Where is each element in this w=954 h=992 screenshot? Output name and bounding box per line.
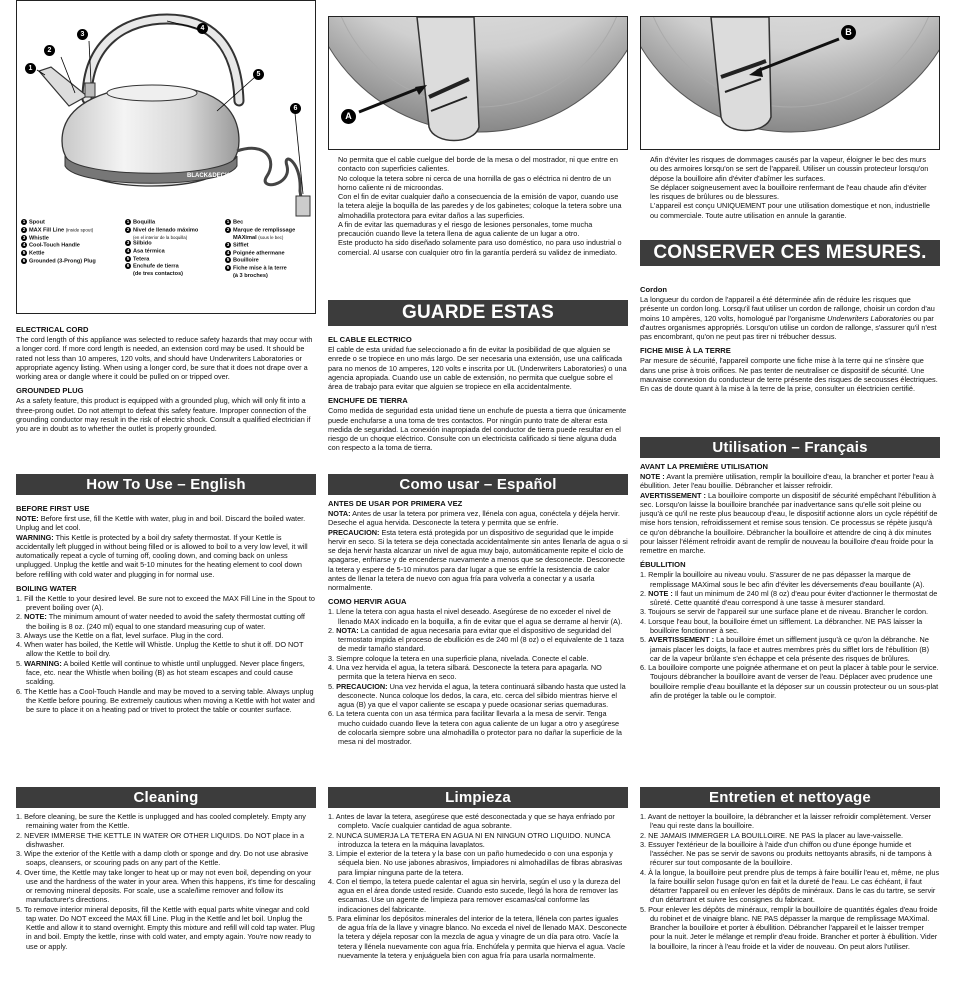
utilisation-banner: Utilisation – Français [640,437,940,458]
hervir-steps [328,607,628,746]
list-item: 4. Con el tiempo, la tetera puede calentar el agua sin hervirla, según el uso y la dureza del agua en el área donde usted reside. Cuando esto sucede, llegó la hora de remover las escamas. Use un agente de limpieza para remover escamas/cal conforme las indicaciones del fabricante. [328,876,621,914]
list-item: 1. Before cleaning, be sure the Kettle is unplugged and has cooled completely. Empty any remaining water from the Kettle. [16,812,306,831]
list-item: 4. Lorsque l'eau bout, la bouilloire émet un sifflement. La débrancher. NE PAS laisser la bouilloire fonctionner à sec. [640,616,923,635]
cordon-section [640,280,940,393]
callout-b: B [841,25,856,40]
warning-paragraph: WARNING: This Kettle is protected by a boil dry safety thermostat. If your Kettle is accidentally left plugged in without being filled or is allowed to boil to a very low level, it will automatically repeat a cycle of turning off, cooling down, and coming back on unless unplugged. Unplug the kettle and wait 5-10 minutes for the heating element to cool down before refilling with cold water and plugging in for normal use. [16,532,308,579]
electrical-cord-heading: ELECTRICAL CORD [16,325,89,334]
list-item: 1. Fill the Kettle to your desired level. Be sure not to exceed the MAX Fill Line in the Spout to prevent boiling over (A). [16,593,315,613]
cable-heading: EL CABLE ELECTRICO [328,335,412,344]
list-item: 4. À la longue, la bouilloire peut prendre plus de temps à faire bouillir l'eau et, même, ne plus la faire bouillir selon l'usage qu'on en fait et la dureté de l'eau. Le cas échéant, il faut détartrer l'appareil ou en enlever les dépôts de minéraux. Dans le cas du tartre, se servir d'un détartrant et suivre les consignes du fabricant. [640,867,940,905]
boiling-water-heading: BOILING WATER [16,583,77,593]
intro-text: Afin d'éviter les risques de dommages causés par la vapeur, éloigner le bec des murs ou des armoires lorsqu'on se sert de l'appareil. Utiliser un coussin protecteur lorsqu'on dépose la bouilloire afin d'éviter d'abîmer les surfaces. Se déplacer soigneusement avec la bouilloire renfermant de l'eau chaude afin d'éviter les risques de brûlures ou de blessures. L'appareil est conçu UNIQUEMENT pour une utilisation domestique et non, industrielle ou commerciale. Toute autre utilisation en annule la garantie. [650,155,930,220]
legend-french: 1 Bec 2 Marque de remplissage MAXimal (sous le bec) 3 Sifflet 4 Poignée athermane 5 Bouilloire 6 Fiche mise à la terre (à 3 broches) [226,219,296,279]
list-item: 1. Llene la tetera con agua hasta el nivel deseado. Asegúrese de no exceder el nivel de llenado MAX indicado en la boquilla, a fin de evitar que el agua se derrame al hervir (A). [328,607,623,626]
limpieza-steps [328,812,628,960]
list-item: 5. Pour enlever les dépôts de minéraux, remplir la bouilloire de quantités égales d'eau froide du robinet et de vinaigre blanc. NE PAS dépasser la marque de remplissage MAXimal. Brancher la bouilloire et porter à ébullition. Débrancher l'appareil et le laisser tremper pour la nuit. Jeter le mélange et remplir d'eau froide. Brancher et porter à ébullition. Vider la bouilloire, la rincer à l'eau froide et la vider de nouveau. On peut alors l'utiliser. [640,904,938,951]
list-item: 2. NOTE: The minimum amount of water needed to avoid the safety thermostat cutting off the boiling is 8 oz. (240 ml) equal to one standard measuring cup of water. [16,612,305,631]
list-item: 5. PRECAUCION: Una vez hervida el agua, la tetera continuará silbando hasta que usted la desconecte. Nunca coloque los dedos, la cara, etc. cerca del silbido mientras hierve el agua (B) ya que el vapor caliente se escapa y puede ocasionar serias quemaduras. [328,681,626,710]
list-item: 3. Siempre coloque la tetera en una superficie plana, nivelada. Conecte el cable. [328,653,589,663]
cordon-text: La longueur du cordon de l'appareil a été déterminée afin de réduire les risques que présente un cordon long. Lorsqu'il faut utiliser un cordon de rallonge, choisir un cordon d'au moins 10 ampères, 120 volts, homologué par l'organisme Underwriters Laboratories ou par d'autres organismes appropriés. Lorsqu'on utilise un cordon de rallonge, s'assurer qu'il n'est pas encombrant, qu'on ne peut pas tirer ni trébucher dessus. [640,295,937,342]
list-item: 2. NUNCA SUMERJA LA TETERA EN AGUA NI EN NINGUN OTRO LIQUIDO. NUNCA introduzca la tetera en la máquina lavaplatos. [328,830,611,849]
list-item: 1. Remplir la bouilloire au niveau voulu. S'assurer de ne pas dépasser la marque de remplissage MAXimal sous le bec afin d'éviter les déversements d'eau bouillante (A). [640,570,925,589]
callout-6: 6 [290,103,301,114]
grounded-plug-heading: GROUNDED PLUG [16,386,84,396]
list-item: 4. Over time, the Kettle may take longer to heat up or may not even boil, depending on your use and the hardness of the water in your area. When this happens, it's time for descaling or removing mineral deposits. For scale, use a scale/lime remover and follow its manufacturer's directions. [16,867,316,905]
legend-spanish: 1 Boquilla 2 Nivel de llenado máximo (en el interior de la boquilla) 3 Silbido 4 Asa térmica 5 Tetera 6 Enchufe de tierra (de tres contactos) [126,219,199,278]
list-item: 3. Toujours se servir de l'appareil sur une surface plane et de niveau. Brancher le cordon. [640,607,929,617]
note-paragraph: NOTE: Before first use, fill the Kettle with water, plug in and boil. Discard the boiled water. Unplug and let cool. [16,514,306,533]
list-item: 5. WARNING: A boiled Kettle will continue to whistle until unplugged. Never place fingers, face, etc. near the Whistle when boiling (B) as hot steam escapes and could cause scalding. [16,658,305,687]
list-item: 6. The Kettle has a Cool-Touch Handle and may be moved to a serving table. Always unplug the Kettle before pouring. Be extremely cautious when moving a Kettle with hot water and be sure to place it on a heating pad or trivet to protect the table or counter surface. [16,686,315,715]
callout-2: 2 [44,45,55,56]
list-item: 2. NOTE : Il faut un minimum de 240 ml (8 oz) d'eau pour éviter d'actionner le thermostat de sûreté. Cette quantité d'eau correspond à une tasse à mesurer standard. [640,588,938,608]
limpieza-section [328,812,628,960]
conserver-banner: CONSERVER CES MESURES. [640,240,940,266]
avertissement-paragraph: AVERTISSEMENT : La bouilloire comporte un dispositif de sécurité empêchant l'ébullition à sec. Lorsqu'on laisse la bouilloire branchée par inadvertance sans qu'elle soit pleine ou jusqu'à ce qu'il ne reste plus beaucoup d'eau, le dispositif actionne alors un cycle répétitif de mise hors tension, refroidissement et remise sous tension. Ce processus se répète jusqu'à ce qu'on débranche la bouilloire. Débrancher la bouilloire et attendre de cinq à dix minutes pour laisser l'élément refroidir avant de remplir de nouveau la bouilloire d'eau froide pour la remettre en marche. [640,490,938,556]
boiling-water-steps [16,594,316,714]
column-french [640,0,940,992]
precaucion-paragraph: PRECAUCION: Esta tetera está protegida por un dispositivo de seguridad que le impide hervir en seco. Si la tetera se deja conectada accidentalmente sin antes llenarla de agua o si se deja hervir hasta alcanzar un nivel de agua muy bajo, automáticamente repite el ciclo de apagarse, enfriarse y de encenderse nuevamente a menos que se desconecte. Desconecte la tetera y espere de 5-10 minutos para dar lugar a que se enfríe la resistencia de calor antes de llenar la tetera de nuevo con agua fría para volverla a conectar y a usarla normalmente. [328,527,628,593]
entretien-section [640,812,940,951]
kettle-illustration [17,1,316,219]
cable-section [328,330,628,453]
list-item: 1. Antes de lavar la tetera, asegúrese que esté desconectada y que se haya enfriado por completo. Vacíe cualquier cantidad de agua sobrante. [328,812,615,831]
french-intro [650,155,934,220]
list-item: 3. Always use the Kettle on a flat, level surface. Plug in the cord. [16,630,224,640]
cleaning-steps [16,812,316,951]
fiche-heading: FICHE MISE À LA TERRE [640,346,731,356]
column-spanish [328,0,628,992]
column-english [16,0,316,992]
list-item: 5. AVERTISSEMENT : La bouilloire émet un sifflement jusqu'à ce qu'on la débranche. Ne jamais placer les doigts, la face et autres membres près du sifflet lors de l'ébullition (B) car de la vapeur brûlante s'en échappe et cela présente des risques de brûlures. [640,635,930,663]
callout-a: A [341,109,356,124]
enchufe-text: Como medida de seguridad esta unidad tiene un enchufe de puesta a tierra que únicamente puede enchufarse a una toma de tres contactos. Por ningún punto trate de alterar esta medida de seguridad. La conexión inapropiada del conductor de tierra puede resultar en el riesgo de un choque eléctrico. Consulte con un electricista calificado si tiene alguna duda con respecto a la toma de tierra. [328,406,627,453]
antes-heading: ANTES DE USAR POR PRIMERA VEZ [328,499,463,508]
list-item: 2. NEVER IMMERSE THE KETTLE IN WATER OR OTHER LIQUIDS. Do NOT place in a dishwasher. [16,830,305,849]
como-usar-banner: Como usar – Español [328,474,628,495]
callout-4: 4 [197,23,208,34]
avant-heading: AVANT LA PREMIÈRE UTILISATION [640,462,768,471]
spanish-intro [338,155,622,257]
callout-3: 3 [77,29,88,40]
cleaning-section [16,812,316,951]
note-paragraph: NOTE : Avant la première utilisation, remplir la bouilloire d'eau, la brancher et porter l'eau à ébullition. Jeter l'eau bouillie. Débrancher et laisser refroidir. [640,472,934,491]
before-first-use-heading: BEFORE FIRST USE [16,504,90,513]
how-to-use-banner: How To Use – English [16,474,316,495]
brand-text: BLACK&DECKER [187,173,238,179]
list-item: 3. Limpie el exterior de la tetera y la base con un paño humedecido o con una esponja y séquela bien. No use jabones abrasivos, limpiadores ni almohadillas de fibras abrasivas para limpiar ninguna parte de la tetera. [328,849,623,877]
cleaning-banner: Cleaning [16,787,316,808]
cable-text: El cable de esta unidad fue seleccionado a fin de evitar la posibilidad de que alguien se enrede o se tropiece en uno más largo. De ser necesaria una extensión, use una calificada para no menos de 10 amperes, 120 volts e inscrita por UL (Underwriters Laboratories) o una agencia apropiada. Cuando use un cable de extensión, no permita que cuelgue sobre el área de trabajo para evitar que alguien se tropiece en ella accidentalmente. [328,345,627,392]
whistle-detail-figure [640,16,940,150]
entretien-steps [640,812,940,951]
nota-paragraph: NOTA: Antes de usar la tetera por primera vez, llénela con agua, conéctela y déjela hervir. Deseche el agua hervida. Desconecte la tetera y permita que se enfríe. [328,509,620,528]
intro-text: No permita que el cable cuelgue del borde de la mesa o del mostrador, ni que entre en contacto con superficies calientes. No coloque la tetera sobre ni cerca de una hornilla de gas o eléctrica ni dentro de un horno caliente ni de microondas. Con el fin de evitar cualquier daño a consecuencia de la emisión de vapor, cuando use la tetera alejje la boquilla de las paredes y de los gabinetes; coloque la tetera sobre una almohadilla protectora para evitar daños a las superficies. A fin de evitar las quemaduras y el riesgo de lesiones personales, tome mucha precaución cuando lleve la tetera llena de agua caliente de un lugar a otro. Este producto ha sido diseñado solamente para uso doméstico, no para uso industrial o comercial. Al usarse con cualquier otro fin la garantía perderá su validez de inmediato. [338,155,622,257]
list-item: 4. When water has boiled, the Kettle will Whistle. Unplug the Kettle to shut it off. DO NOT allow the Kettle to boil dry. [16,640,304,659]
enchufe-heading: ENCHUFE DE TIERRA [328,396,408,406]
electrical-cord-text: The cord length of this appliance was selected to reduce safety hazards that may occur with a longer cord. If more cord length is needed, an extension cord may be used. It should be rated not less than 10 amperes, 120 volts, and should have Underwriters Laboratories or appropriate agency listing. When using a longer cord, be sure that it does not drape over a working area or dangle where it could be pulled on or tripped over. [16,335,313,382]
list-item: 1. Avant de nettoyer la bouilloire, la débrancher et la laisser refroidir complètement. Verser l'eau qui reste dans la bouilloire. [640,812,932,831]
cord-plug-section [16,320,316,433]
hervir-heading: COMO HERVIR AGUA [328,597,407,607]
kettle-parts-figure [16,0,316,314]
spout-illustration [329,17,628,150]
list-item: 5. To remove interior mineral deposits, fill the Kettle with equal parts white vinegar and cold tap water. Do NOT exceed the MAX fill Line. Plug in the Kettle and let boil. Unplug the Kettle and allow it to stand overnight. Empty this mixture and refill will cold tap water. Plug in and boil. Empty the kettle, rinse with cold water, and empty again. You're now ready to use or apply. [16,904,315,951]
list-item: 6. La tetera cuenta con un asa térmica para facilitar llevarla a la mesa de servir. Tenga mucho cuidado cuando lleve la tetera con agua caliente de un lugar a otro y asegúrese de colocarla siempre sobre una almohadilla o protector para no dañar la superficie de la mesa ni del mostrador. [328,709,622,747]
ebullition-steps [640,570,940,700]
cordon-heading: Cordon [640,285,667,294]
utilisation-section [640,457,940,700]
entretien-banner: Entretien et nettoyage [640,787,940,808]
list-item: 6. La bouilloire comporte une poignée athermane et on peut la placer à table pour le service. Toujours débrancher la bouilloire avant de verser de l'eau. Déplacer avec prudence une bouilloire remplie d'eau bouillante et la déposer sur un coussin protecteur ou un sous-plat afin de protéger la table ou le comptoir. [640,663,939,700]
como-usar-section [328,494,628,746]
list-item: 3. Wipe the exterior of the Kettle with a damp cloth or sponge and dry. Do not use abrasive soaps, cleansers, or scouring pads on any part of the Kettle. [16,849,309,868]
legend-english: 1 Spout 2 MAX Fill Line (inside spout) 3 Whistle 4 Cool-Touch Handle 5 Kettle 6 Grounded (3-Prong) Plug [22,219,96,265]
fiche-text: Par mesure de sécurité, l'appareil comporte une fiche mise à la terre qui ne s'insère que dans une prise à trois orifices. Ne pas tenter de neutraliser ce dispositif de sécurité. Une mauvaise connexion du conducteur de terre présente des risques de secousses électriques. En cas de doute quant à la mise à la terre de la prise, consulter un électricien certifié. [640,356,938,394]
list-item: 2. NE JAMAIS IMMERGER LA BOUILLOIRE. NE PAS la placer au lave-vaisselle. [640,830,904,840]
list-item: 4. Una vez hervida el agua, la tetera silbará. Desconecte la tetera para apagarla. NO permita que la tetera hierva en seco. [328,662,602,682]
callout-5: 5 [253,69,264,80]
list-item: 3. Essuyer l'extérieur de la bouilloire à l'aide d'un chiffon ou d'une éponge humide et l'assécher. Ne pas se servir de savons ou produits nettoyants abrasifs, ni de tampons à récurer sur tout composante de la bouilloire. [640,839,932,868]
grounded-plug-text: As a safety feature, this product is equipped with a grounded plug, which will only fit into a three-prong outlet. Do not attempt to defeat this safety feature. Improper connection of the grounding conductor may result in the risk of electric shock. Consult a qualified electrician if you are in doubt as to whether the outlet is properly grounded. [16,396,311,434]
list-item: 5. Para eliminar los depósitos minerales del interior de la tetera, llénela con partes iguales de agua fría de la llave y vinagre blanco. No exceda el nivel de llenado MAX. Desconecte la tetera y déjela reposar con la mezcla de agua y vinagre de un día para otro. Vacíe la tetera y llénela nuevamente con agua fría. Enchúfela y permita que hierva el agua. Vacíe nuevamente la tetera y enjuáguela bien con agua fría para usarla normalmente. [328,913,627,960]
limpieza-banner: Limpieza [328,787,628,808]
list-item: 2. NOTA: La cantidad de agua necesaria para evitar que el dispositivo de seguridad del termostato impida el proceso de ebullición es de 240 ml (8 oz) o el equivalente de 1 taza de medir tamaño standard. [328,625,624,654]
whistle-illustration [641,17,940,150]
spout-detail-figure [328,16,628,150]
ebullition-heading: ÉBULLITION [640,560,686,570]
how-to-use-section [16,499,316,714]
callout-1: 1 [25,63,36,74]
guarde-banner: GUARDE ESTAS INSTRUCCIONES [328,300,628,326]
